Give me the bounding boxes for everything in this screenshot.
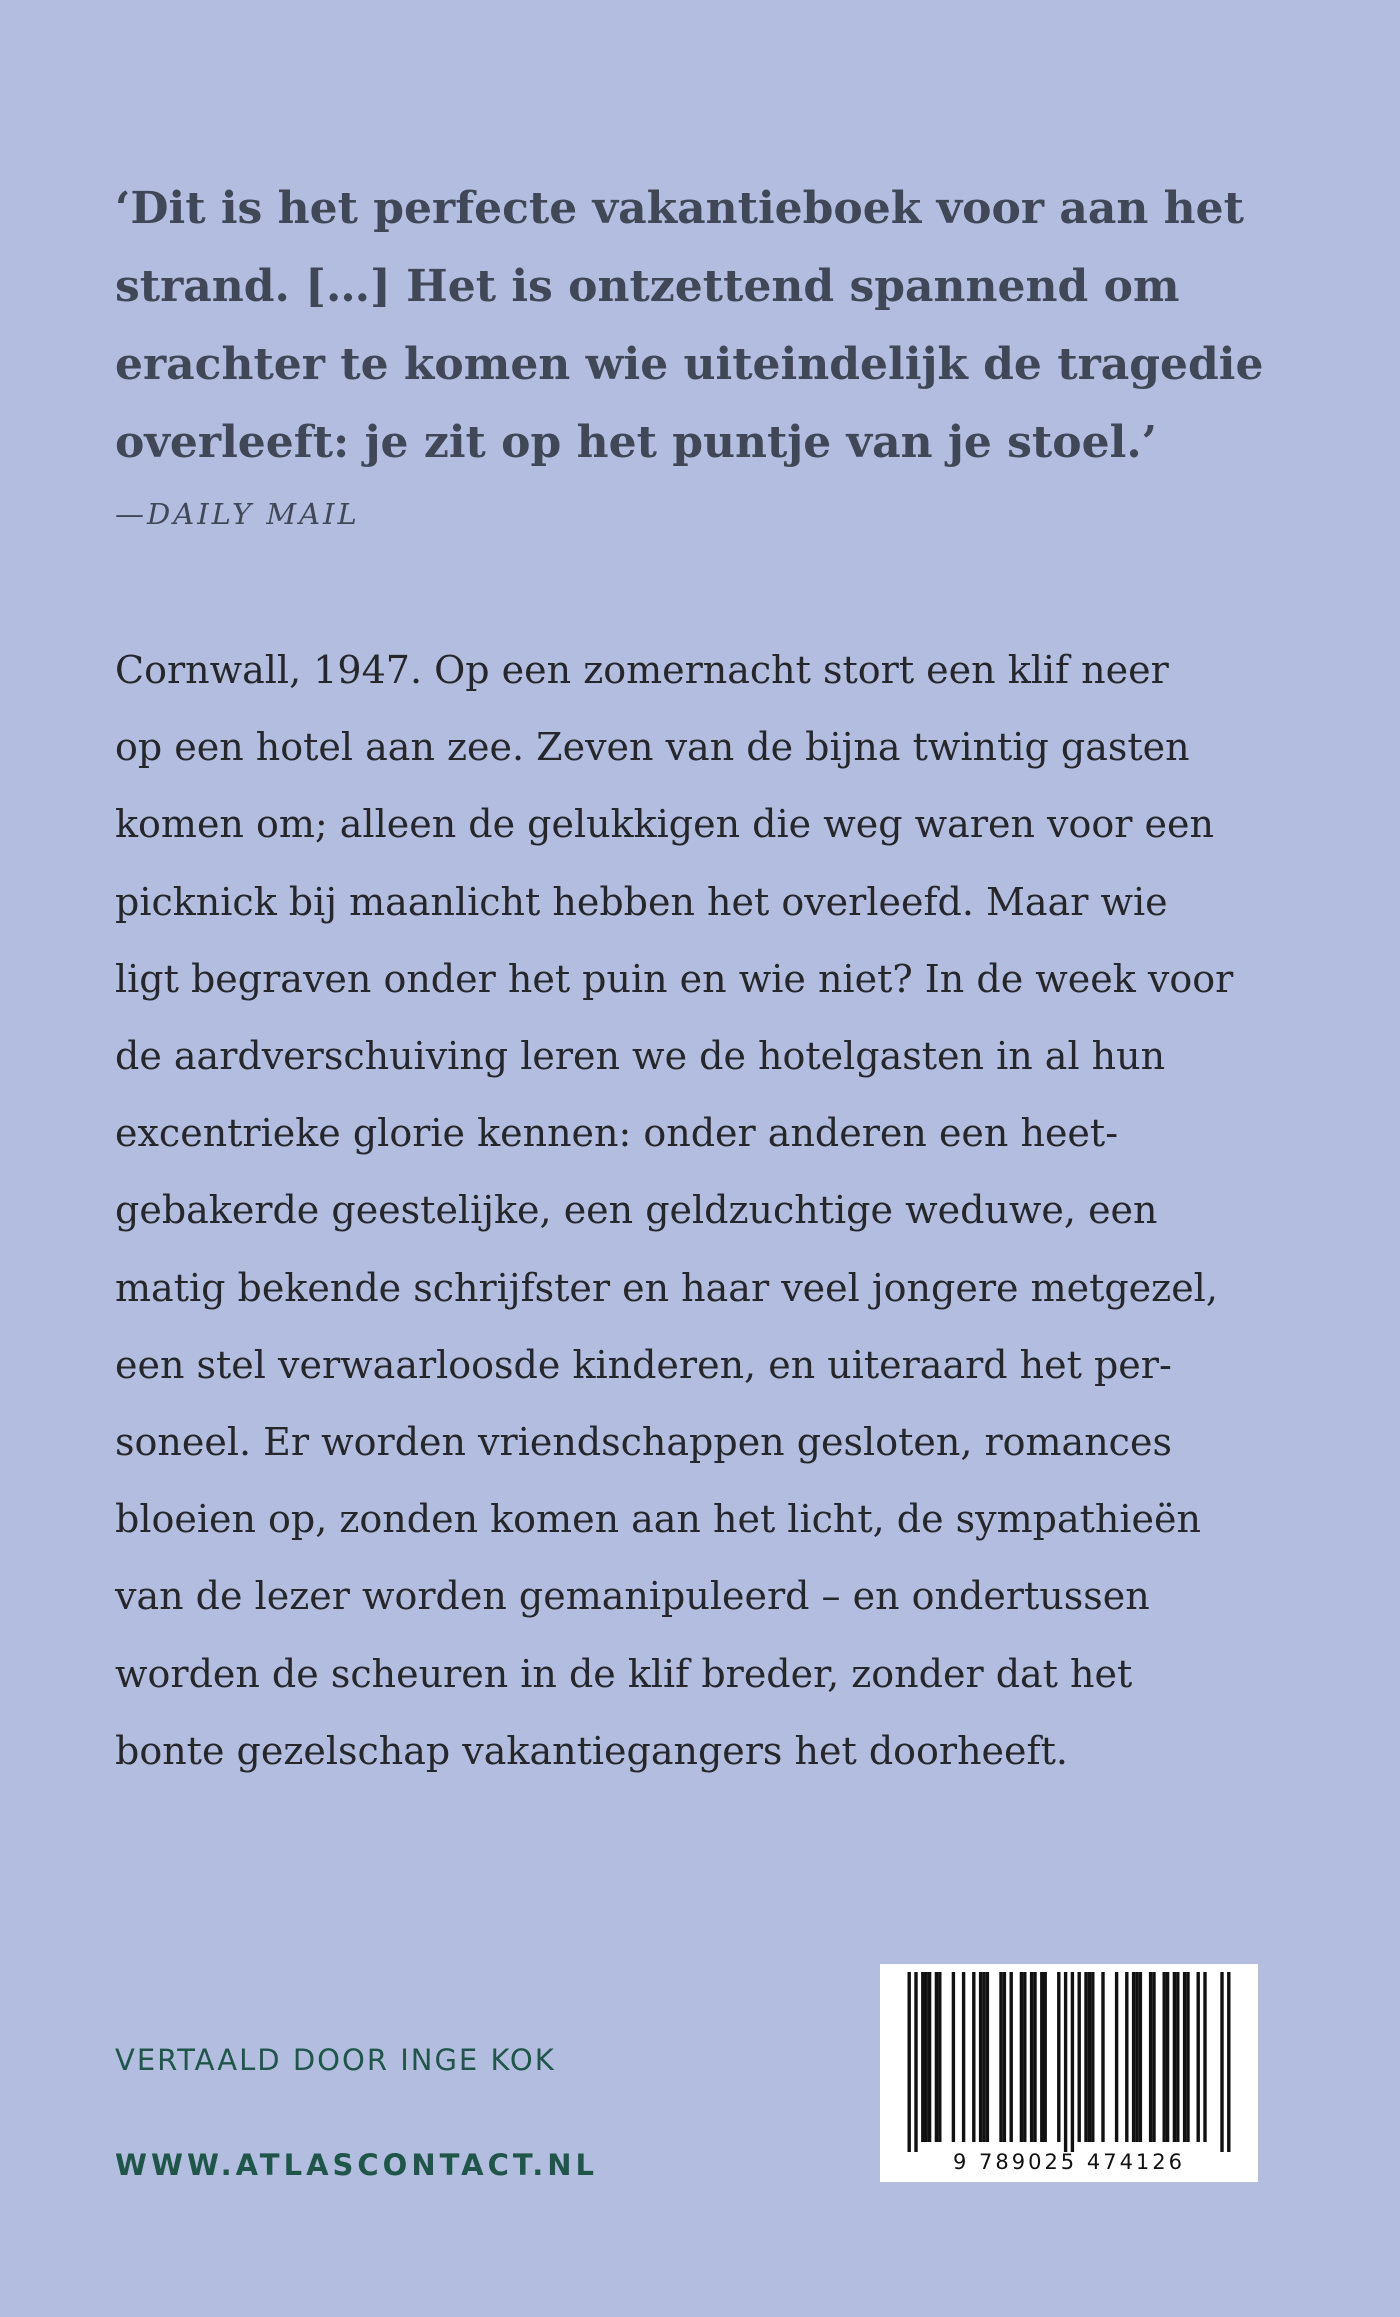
blurb-line: matig bekende schrijfster en haar veel jongere metgezel,	[115, 1265, 1218, 1310]
barcode-bar	[1220, 1972, 1223, 2152]
book-blurb	[115, 632, 1265, 1790]
barcode-bar	[1186, 1972, 1189, 2142]
barcode-bar	[1203, 1972, 1206, 2142]
blurb-line: op een hotel aan zee. Zeven van de bijna twintig gasten	[115, 725, 1190, 770]
blurb-line: soneel. Er worden vriendschappen gesloten, romances	[115, 1420, 1172, 1465]
publisher-website: WWW.ATLASCONTACT.NL	[115, 2148, 599, 2182]
barcode-bar	[1101, 1972, 1104, 2142]
barcode-bar	[908, 1972, 911, 2152]
barcode-bar	[1197, 1972, 1200, 2142]
barcode-bar	[1166, 1972, 1169, 2142]
barcode-bar	[1125, 1972, 1128, 2142]
translator-credit: VERTAALD DOOR INGE KOK	[115, 2043, 556, 2077]
blurb-line: Cornwall, 1947. Op een zomernacht stort een klif neer	[115, 648, 1169, 692]
barcode-bar	[962, 1972, 965, 2142]
blurb-line: picknick bij maanlicht hebben het overleefd. Maar wie	[115, 879, 1168, 924]
blurb-line: van de lezer worden gemanipuleerd – en ondertussen	[115, 1574, 1150, 1619]
quote-line: erachter te komen wie uiteindelijk de tragedie	[115, 339, 1264, 390]
blurb-line: worden de scheuren in de klif breder, zonder dat het	[115, 1651, 1133, 1696]
barcode-bar	[1010, 1972, 1013, 2142]
isbn-number: 9 789025 474126	[952, 2150, 1186, 2174]
blurb-line: ligt begraven onder het puin en wie niet? In de week voor	[115, 956, 1234, 1001]
barcode-bar	[1149, 1972, 1152, 2142]
barcode-bar	[1132, 1972, 1135, 2142]
barcode-bar	[979, 1972, 982, 2142]
blurb-line: komen om; alleen de gelukkigen die weg waren voor een	[115, 802, 1214, 847]
barcode-bar	[1071, 1972, 1074, 2152]
barcode-bar	[986, 1972, 989, 2142]
review-quote	[115, 170, 1264, 482]
blurb-line: bonte gezelschap vakantiegangers het doorheeft.	[115, 1728, 1068, 1773]
barcode-bar	[914, 1972, 917, 2152]
quote-attribution: —DAILY MAIL	[115, 497, 360, 531]
quote-line: ‘Dit is het perfecte vakantieboek voor aan het	[115, 183, 1244, 234]
barcode-bar	[1040, 1972, 1043, 2142]
barcode-bar	[1078, 1972, 1081, 2142]
quote-line: overleeft: je zit op het puntje van je stoel.’	[115, 417, 1157, 468]
barcode-bar	[1173, 1972, 1176, 2142]
blurb-line: de aardverschuiving leren we de hotelgasten in al hun	[115, 1034, 1166, 1079]
barcode-bar	[1044, 1972, 1047, 2142]
blurb-line: gebakerde geestelijke, een geldzuchtige weduwe, een	[115, 1188, 1158, 1233]
barcode-bar	[1033, 1972, 1036, 2142]
barcode-bar	[1003, 1972, 1006, 2142]
barcode-bar	[1115, 1972, 1118, 2142]
barcode-bar	[935, 1972, 938, 2142]
barcode-bar	[1023, 1972, 1026, 2142]
barcode-bar	[972, 1972, 975, 2142]
barcode-bar	[1020, 1972, 1023, 2142]
barcode-bar	[1064, 1972, 1067, 2152]
barcode-bar	[1152, 1972, 1155, 2142]
quote-line: strand. […] Het is ontzettend spannend om	[115, 261, 1180, 312]
barcode-bar	[982, 1972, 985, 2142]
barcode-bar	[1091, 1972, 1094, 2142]
barcode-bar	[1183, 1972, 1186, 2142]
barcode-bar	[921, 1972, 924, 2142]
barcode-bar	[1227, 1972, 1230, 2152]
barcode-bar	[938, 1972, 941, 2142]
barcode-bar	[1139, 1972, 1142, 2142]
barcode-bar	[1057, 1972, 1060, 2142]
barcode-bar	[1030, 1972, 1033, 2142]
barcode-bar	[1135, 1972, 1138, 2142]
blurb-line: een stel verwaarloosde kinderen, en uiteraard het per-	[115, 1342, 1172, 1387]
barcode-bar	[1163, 1972, 1166, 2142]
barcode-bar	[1084, 1972, 1087, 2142]
blurb-line: excentrieke glorie kennen: onder anderen een heet-	[115, 1111, 1119, 1156]
blurb-line: bloeien op, zonden komen aan het licht, de sympathieën	[115, 1497, 1202, 1542]
barcode-bar	[928, 1972, 931, 2142]
isbn-barcode	[880, 1964, 1258, 2182]
barcode-bar	[999, 1972, 1002, 2142]
barcode-bar	[925, 1972, 928, 2142]
barcode-bar	[952, 1972, 955, 2142]
barcode-bar	[1176, 1972, 1179, 2142]
barcode-bar	[1088, 1972, 1091, 2142]
